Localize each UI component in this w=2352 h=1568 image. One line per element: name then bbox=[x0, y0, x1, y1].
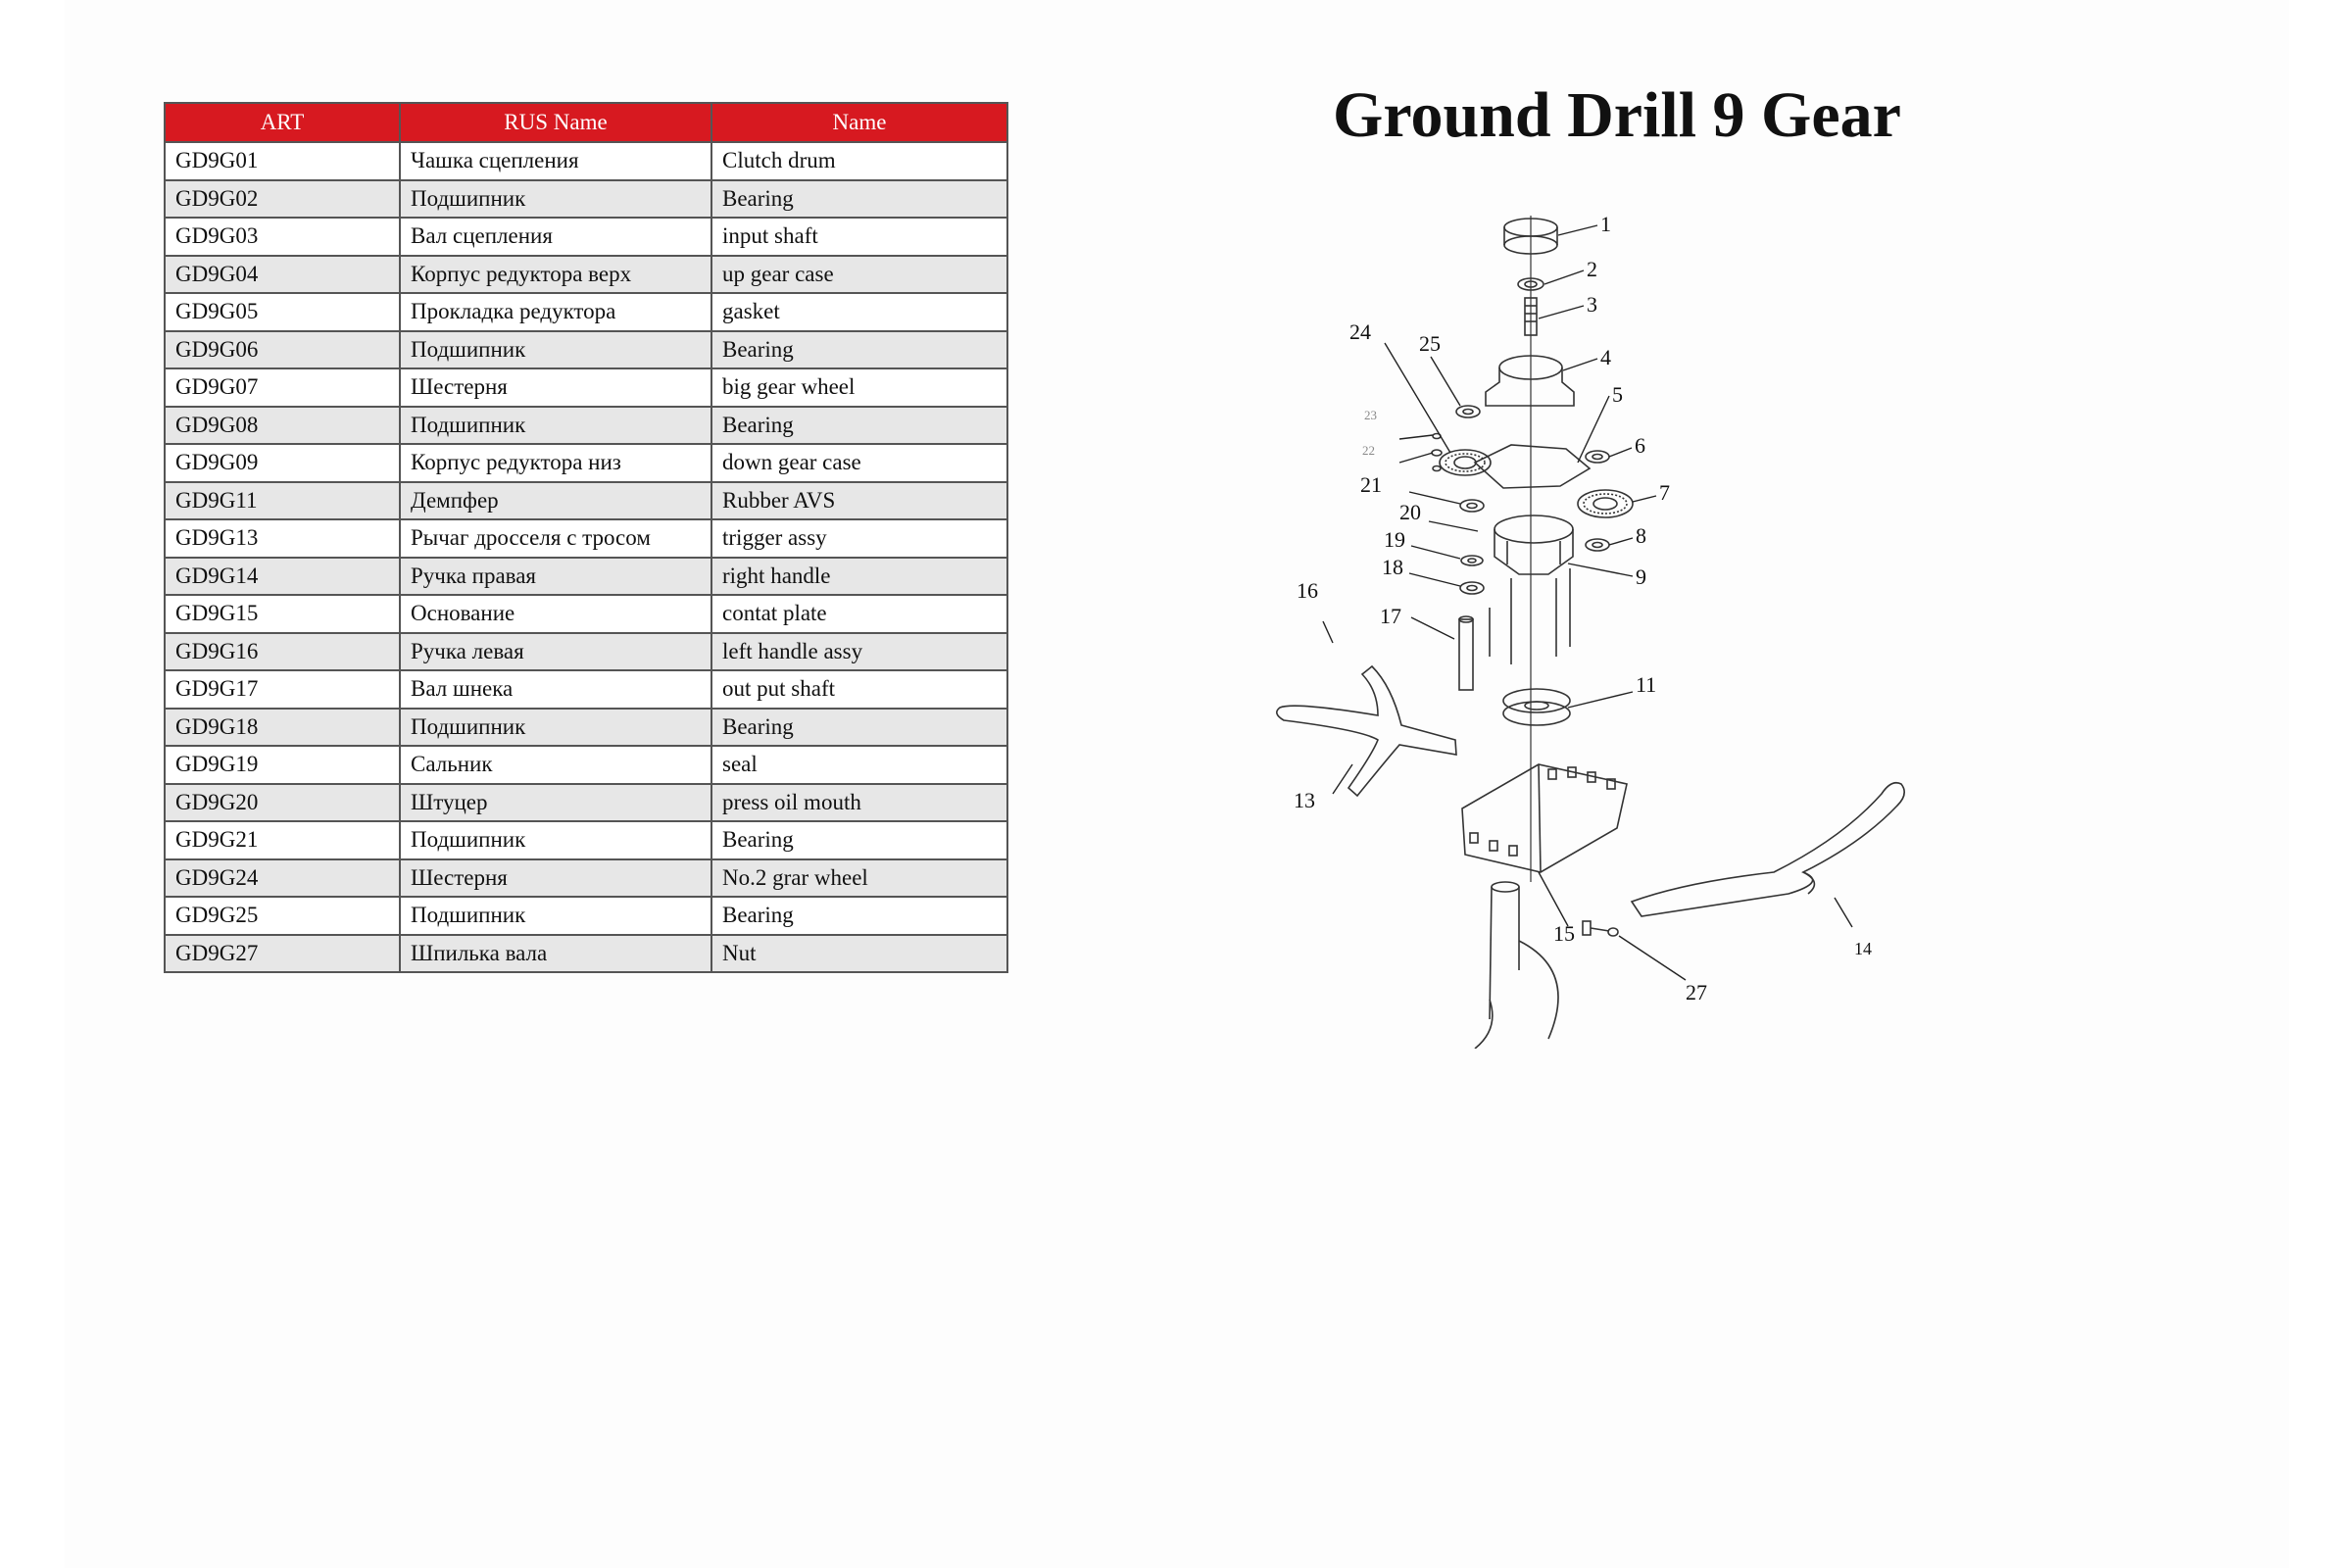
part-24-gear-wheel bbox=[1440, 450, 1491, 475]
cell-rus-name: Ручка правая bbox=[400, 558, 711, 596]
cell-rus-name: Шестерня bbox=[400, 859, 711, 898]
cell-name: out put shaft bbox=[711, 670, 1007, 709]
auger-shaft bbox=[1475, 882, 1558, 1049]
cell-rus-name: Шестерня bbox=[400, 368, 711, 407]
cell-name: Bearing bbox=[711, 407, 1007, 445]
table-row bbox=[165, 897, 1007, 935]
cell-rus-name: Подшипник bbox=[400, 709, 711, 747]
part-4-up-gear-case bbox=[1486, 356, 1574, 406]
parts-table-body bbox=[165, 142, 1007, 972]
table-row bbox=[165, 218, 1007, 256]
part-15-contact-plate bbox=[1462, 764, 1627, 872]
cell-name: trigger assy bbox=[711, 519, 1007, 558]
callout-13: 13 bbox=[1294, 788, 1315, 812]
table-row bbox=[165, 633, 1007, 671]
cell-rus-name: Рычаг дросселя с тросом bbox=[400, 519, 711, 558]
callout-7: 7 bbox=[1659, 480, 1670, 505]
cell-rus-name: Вал сцепления bbox=[400, 218, 711, 256]
part-27-nut bbox=[1583, 921, 1618, 936]
callout-23: 23 bbox=[1364, 408, 1377, 422]
cell-rus-name: Подшипник bbox=[400, 407, 711, 445]
parts-table bbox=[164, 102, 1008, 973]
cell-rus-name: Корпус редуктора низ bbox=[400, 444, 711, 482]
cell-art: GD9G08 bbox=[165, 407, 400, 445]
callout-19: 19 bbox=[1384, 527, 1405, 552]
header-name: Name bbox=[711, 103, 1007, 142]
callout-22: 22 bbox=[1362, 443, 1375, 458]
callout-14: 14 bbox=[1854, 939, 1872, 958]
cell-rus-name: Сальник bbox=[400, 746, 711, 784]
part-11-rubber-avs bbox=[1503, 689, 1570, 725]
cell-name: left handle assy bbox=[711, 633, 1007, 671]
callout-6: 6 bbox=[1635, 433, 1645, 458]
table-row bbox=[165, 935, 1007, 973]
cell-art: GD9G02 bbox=[165, 180, 400, 219]
table-row bbox=[165, 142, 1007, 180]
table-row bbox=[165, 859, 1007, 898]
part-8-bearing bbox=[1586, 539, 1609, 551]
cell-rus-name: Подшипник bbox=[400, 331, 711, 369]
cell-name: down gear case bbox=[711, 444, 1007, 482]
header-art: ART bbox=[165, 103, 400, 142]
cell-name: up gear case bbox=[711, 256, 1007, 294]
cell-art: GD9G09 bbox=[165, 444, 400, 482]
part-18-bearing bbox=[1460, 582, 1484, 594]
cell-name: press oil mouth bbox=[711, 784, 1007, 822]
cell-rus-name: Подшипник bbox=[400, 897, 711, 935]
callout-8: 8 bbox=[1636, 523, 1646, 548]
cell-name: Bearing bbox=[711, 180, 1007, 219]
table-row bbox=[165, 558, 1007, 596]
cell-name: Bearing bbox=[711, 331, 1007, 369]
cell-art: GD9G21 bbox=[165, 821, 400, 859]
table-row bbox=[165, 746, 1007, 784]
callouts bbox=[1294, 212, 1872, 1004]
table-row bbox=[165, 670, 1007, 709]
cell-art: GD9G01 bbox=[165, 142, 400, 180]
cell-name: No.2 grar wheel bbox=[711, 859, 1007, 898]
table-row bbox=[165, 256, 1007, 294]
cell-name: big gear wheel bbox=[711, 368, 1007, 407]
part-19-seal bbox=[1461, 556, 1483, 565]
cell-name: gasket bbox=[711, 293, 1007, 331]
header-rus-name: RUS Name bbox=[400, 103, 711, 142]
cell-rus-name: Корпус редуктора верх bbox=[400, 256, 711, 294]
part-6-bearing bbox=[1586, 451, 1609, 463]
part-9-down-gear-case bbox=[1494, 515, 1573, 574]
cell-art: GD9G25 bbox=[165, 897, 400, 935]
part-5-gasket bbox=[1475, 445, 1590, 488]
diagram-title: Ground Drill 9 Gear bbox=[1333, 79, 1901, 151]
table-row bbox=[165, 784, 1007, 822]
table-row bbox=[165, 180, 1007, 219]
table-row bbox=[165, 331, 1007, 369]
cell-art: GD9G17 bbox=[165, 670, 400, 709]
table-row bbox=[165, 519, 1007, 558]
callout-21: 21 bbox=[1360, 472, 1382, 497]
cell-art: GD9G15 bbox=[165, 595, 400, 633]
cell-name: right handle bbox=[711, 558, 1007, 596]
cell-name: contat plate bbox=[711, 595, 1007, 633]
cell-art: GD9G14 bbox=[165, 558, 400, 596]
cell-name: Clutch drum bbox=[711, 142, 1007, 180]
cell-name: Rubber AVS bbox=[711, 482, 1007, 520]
callout-5: 5 bbox=[1612, 382, 1623, 407]
callout-2: 2 bbox=[1587, 257, 1597, 281]
callout-17: 17 bbox=[1380, 604, 1401, 628]
callout-1: 1 bbox=[1600, 212, 1611, 236]
table-row bbox=[165, 821, 1007, 859]
callout-11: 11 bbox=[1636, 672, 1657, 697]
callout-9: 9 bbox=[1636, 564, 1646, 589]
callout-15: 15 bbox=[1553, 921, 1575, 946]
cell-rus-name: Прокладка редуктора bbox=[400, 293, 711, 331]
case-bolts bbox=[1490, 568, 1570, 664]
cell-art: GD9G06 bbox=[165, 331, 400, 369]
cell-art: GD9G03 bbox=[165, 218, 400, 256]
cell-rus-name: Штуцер bbox=[400, 784, 711, 822]
cell-name: seal bbox=[711, 746, 1007, 784]
table-row bbox=[165, 293, 1007, 331]
cell-rus-name: Вал шнека bbox=[400, 670, 711, 709]
callout-24: 24 bbox=[1349, 319, 1371, 344]
cell-art: GD9G16 bbox=[165, 633, 400, 671]
part-16-left-handle bbox=[1277, 666, 1456, 796]
cell-name: Bearing bbox=[711, 821, 1007, 859]
table-row bbox=[165, 595, 1007, 633]
cell-name: Bearing bbox=[711, 709, 1007, 747]
part-21-bearing bbox=[1460, 500, 1484, 512]
cell-rus-name: Ручка левая bbox=[400, 633, 711, 671]
cell-name: Bearing bbox=[711, 897, 1007, 935]
table-row bbox=[165, 482, 1007, 520]
cell-art: GD9G07 bbox=[165, 368, 400, 407]
cell-art: GD9G04 bbox=[165, 256, 400, 294]
part-7-big-gear-wheel bbox=[1578, 490, 1633, 517]
cell-name: Nut bbox=[711, 935, 1007, 973]
callout-16: 16 bbox=[1297, 578, 1318, 603]
table-row bbox=[165, 444, 1007, 482]
part-17-output-shaft bbox=[1459, 616, 1473, 690]
part-25-bearing bbox=[1456, 406, 1480, 417]
cell-rus-name: Основание bbox=[400, 595, 711, 633]
cell-rus-name: Шпилька вала bbox=[400, 935, 711, 973]
exploded-parts-diagram bbox=[1254, 196, 1940, 1049]
part-14-right-handle bbox=[1632, 783, 1904, 916]
cell-art: GD9G13 bbox=[165, 519, 400, 558]
cell-art: GD9G27 bbox=[165, 935, 400, 973]
table-row bbox=[165, 407, 1007, 445]
cell-art: GD9G11 bbox=[165, 482, 400, 520]
cell-name: input shaft bbox=[711, 218, 1007, 256]
table-row bbox=[165, 368, 1007, 407]
cell-art: GD9G24 bbox=[165, 859, 400, 898]
cell-art: GD9G05 bbox=[165, 293, 400, 331]
cell-rus-name: Подшипник bbox=[400, 821, 711, 859]
table-row bbox=[165, 709, 1007, 747]
cell-rus-name: Демпфер bbox=[400, 482, 711, 520]
callout-25: 25 bbox=[1419, 331, 1441, 356]
cell-art: GD9G20 bbox=[165, 784, 400, 822]
cell-rus-name: Чашка сцепления bbox=[400, 142, 711, 180]
callout-3: 3 bbox=[1587, 292, 1597, 317]
callout-4: 4 bbox=[1600, 345, 1611, 369]
cell-art: GD9G18 bbox=[165, 709, 400, 747]
table-header-row bbox=[165, 103, 1007, 142]
callout-20: 20 bbox=[1399, 500, 1421, 524]
cell-art: GD9G19 bbox=[165, 746, 400, 784]
callout-27: 27 bbox=[1686, 980, 1707, 1004]
cell-rus-name: Подшипник bbox=[400, 180, 711, 219]
leader-lines bbox=[1323, 225, 1852, 980]
callout-18: 18 bbox=[1382, 555, 1403, 579]
